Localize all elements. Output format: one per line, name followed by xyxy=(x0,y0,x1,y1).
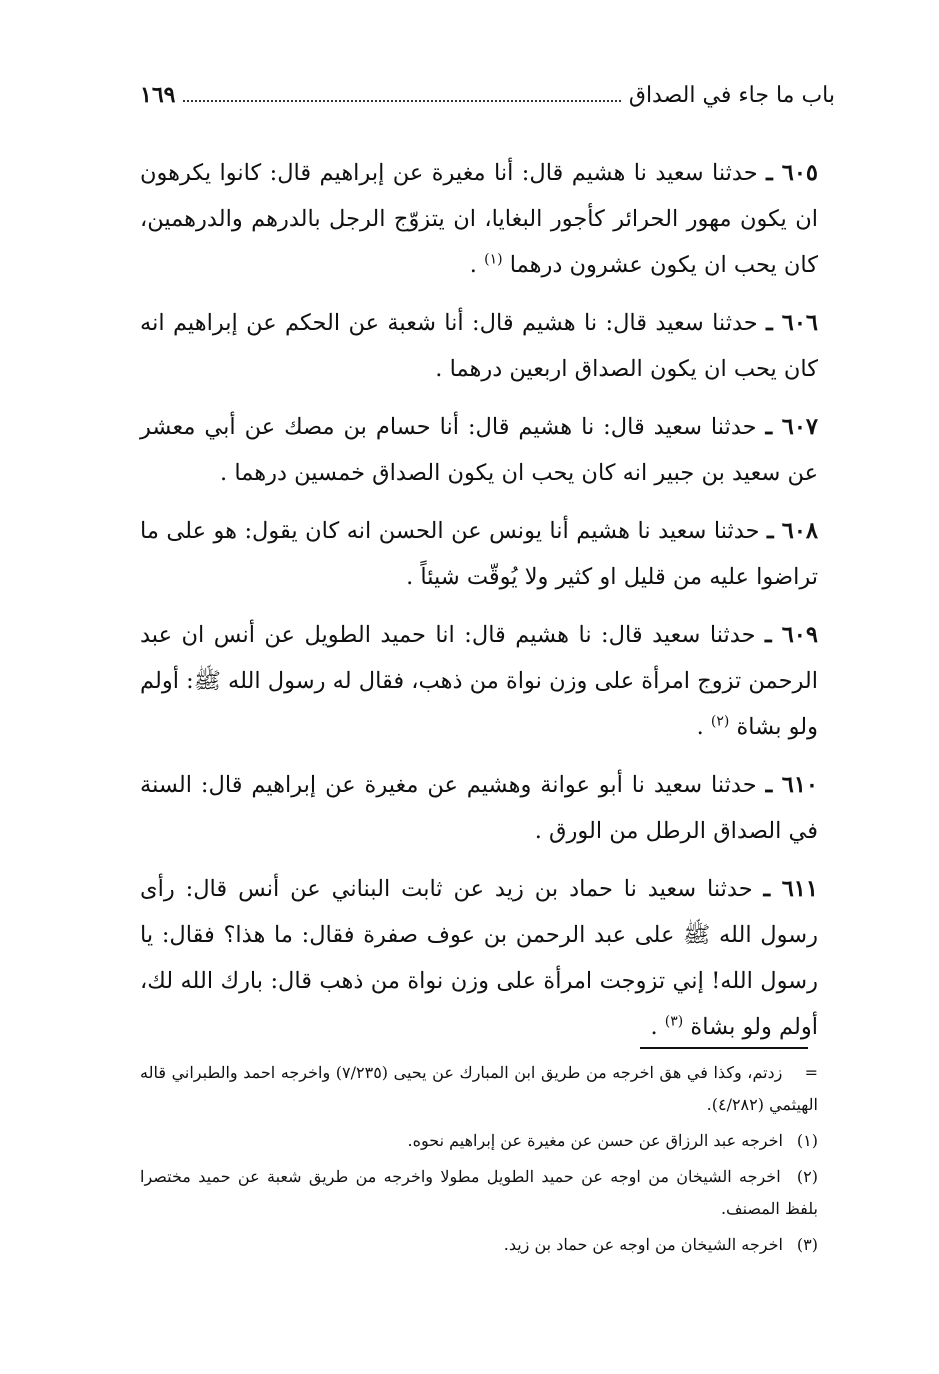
running-head xyxy=(140,78,835,112)
hadith-number: ٦٠٩ ـ xyxy=(764,622,818,648)
hadith-ending: . xyxy=(406,564,414,590)
footnote-marker: (٣) xyxy=(796,1235,818,1254)
hadith-text: حدثنا سعيد قال: نا هشيم قال: أنا شعبة عن الحكم عن إبراهيم انه كان يحب ان يكون الصداق اربعين درهما xyxy=(140,310,818,382)
footnote xyxy=(140,1057,818,1121)
hadith-paragraph xyxy=(140,612,818,750)
footnote xyxy=(140,1161,818,1225)
hadith-text: حدثنا سعيد نا هشيم أنا يونس عن الحسن انه كان يقول: هو على ما تراضوا عليه من قليل او كثير ولا يُوقّت شيئاً xyxy=(140,518,818,590)
footnote-reference: (١) xyxy=(484,251,503,268)
hadith-ending: . xyxy=(650,1014,658,1040)
hadith-number: ٦٠٥ ـ xyxy=(766,160,818,186)
footnote-text: زدتم، وكذا في هق اخرجه من طريق ابن المبارك عن يحيى (٧/٢٣٥) واخرجه احمد والطبراني قاله الهيثمي (٤/٢٨٢). xyxy=(140,1063,818,1114)
hadith-text: حدثنا سعيد قال: نا هشيم قال: انا حميد الطويل عن أنس ان عبد الرحمن تزوج امرأة على وزن نواة من ذهب، فقال له رسول الله ﷺ: أولم ولو بشاة xyxy=(140,622,818,740)
footnote-reference: (٢) xyxy=(710,713,730,730)
footnotes-section xyxy=(140,1057,818,1265)
hadith-number: ٦١٠ ـ xyxy=(765,772,818,798)
footnote-reference: (٣) xyxy=(664,1013,684,1030)
page-number: ١٦٩ xyxy=(140,82,176,108)
footnote xyxy=(140,1229,818,1261)
main-text xyxy=(140,150,818,1062)
footnote-marker: (٢) xyxy=(796,1167,819,1186)
footnote xyxy=(140,1125,818,1157)
chapter-title: باب ما جاء في الصداق xyxy=(628,82,835,108)
hadith-paragraph xyxy=(140,300,818,392)
hadith-ending: . xyxy=(435,356,443,382)
hadith-number: ٦١١ ـ xyxy=(763,876,818,902)
hadith-paragraph xyxy=(140,866,818,1050)
leader-dots xyxy=(183,100,620,102)
hadith-number: ٦٠٧ ـ xyxy=(765,414,819,440)
hadith-number: ٦٠٦ ـ xyxy=(766,310,819,336)
footnote-marker: = xyxy=(804,1063,819,1082)
hadith-text: حدثنا سعيد نا حماد بن زيد عن ثابت البناني عن أنس قال: رأى رسول الله ﷺ على عبد الرحمن بن عوف صفرة فقال: ما هذا؟ فقال: يا رسول الله! إني تزوجت امرأة على وزن نواة من ذهب قال: بارك الله لك، أولم ولو بشاة xyxy=(140,876,818,1040)
hadith-paragraph xyxy=(140,404,818,496)
hadith-ending: . xyxy=(696,714,704,740)
hadith-text: حدثنا سعيد نا هشيم قال: أنا مغيرة عن إبراهيم قال: كانوا يكرهون ان يكون مهور الحرائر كأجور البغايا، ان يتزوّج الرجل بالدرهم والدرهمين، كان يحب ان يكون عشرون درهما xyxy=(140,160,818,278)
footnote-text: اخرجه الشيخان من اوجه عن حماد بن زيد. xyxy=(503,1235,783,1254)
hadith-text: حدثنا سعيد نا أبو عوانة وهشيم عن مغيرة عن إبراهيم قال: السنة في الصداق الرطل من الورق xyxy=(140,772,818,844)
hadith-paragraph xyxy=(140,508,818,600)
footnote-text: اخرجه الشيخان من اوجه عن حميد الطويل مطولا واخرجه من طريق شعبة عن حميد مختصرا بلفظ المصنف. xyxy=(140,1167,818,1218)
footnote-text: اخرجه عبد الرزاق عن حسن عن مغيرة عن إبراهيم نحوه. xyxy=(407,1131,783,1150)
hadith-paragraph xyxy=(140,150,818,288)
hadith-ending: . xyxy=(469,252,477,278)
hadith-text: حدثنا سعيد قال: نا هشيم قال: أنا حسام بن مصك عن أبي معشر عن سعيد بن جبير انه كان يحب ان يكون الصداق خمسين درهما xyxy=(140,414,818,486)
hadith-ending: . xyxy=(534,818,542,844)
footnote-separator-rule xyxy=(640,1047,808,1049)
hadith-paragraph xyxy=(140,762,818,854)
hadith-ending: . xyxy=(220,460,228,486)
footnote-marker: (١) xyxy=(796,1131,818,1150)
hadith-number: ٦٠٨ ـ xyxy=(766,518,818,544)
